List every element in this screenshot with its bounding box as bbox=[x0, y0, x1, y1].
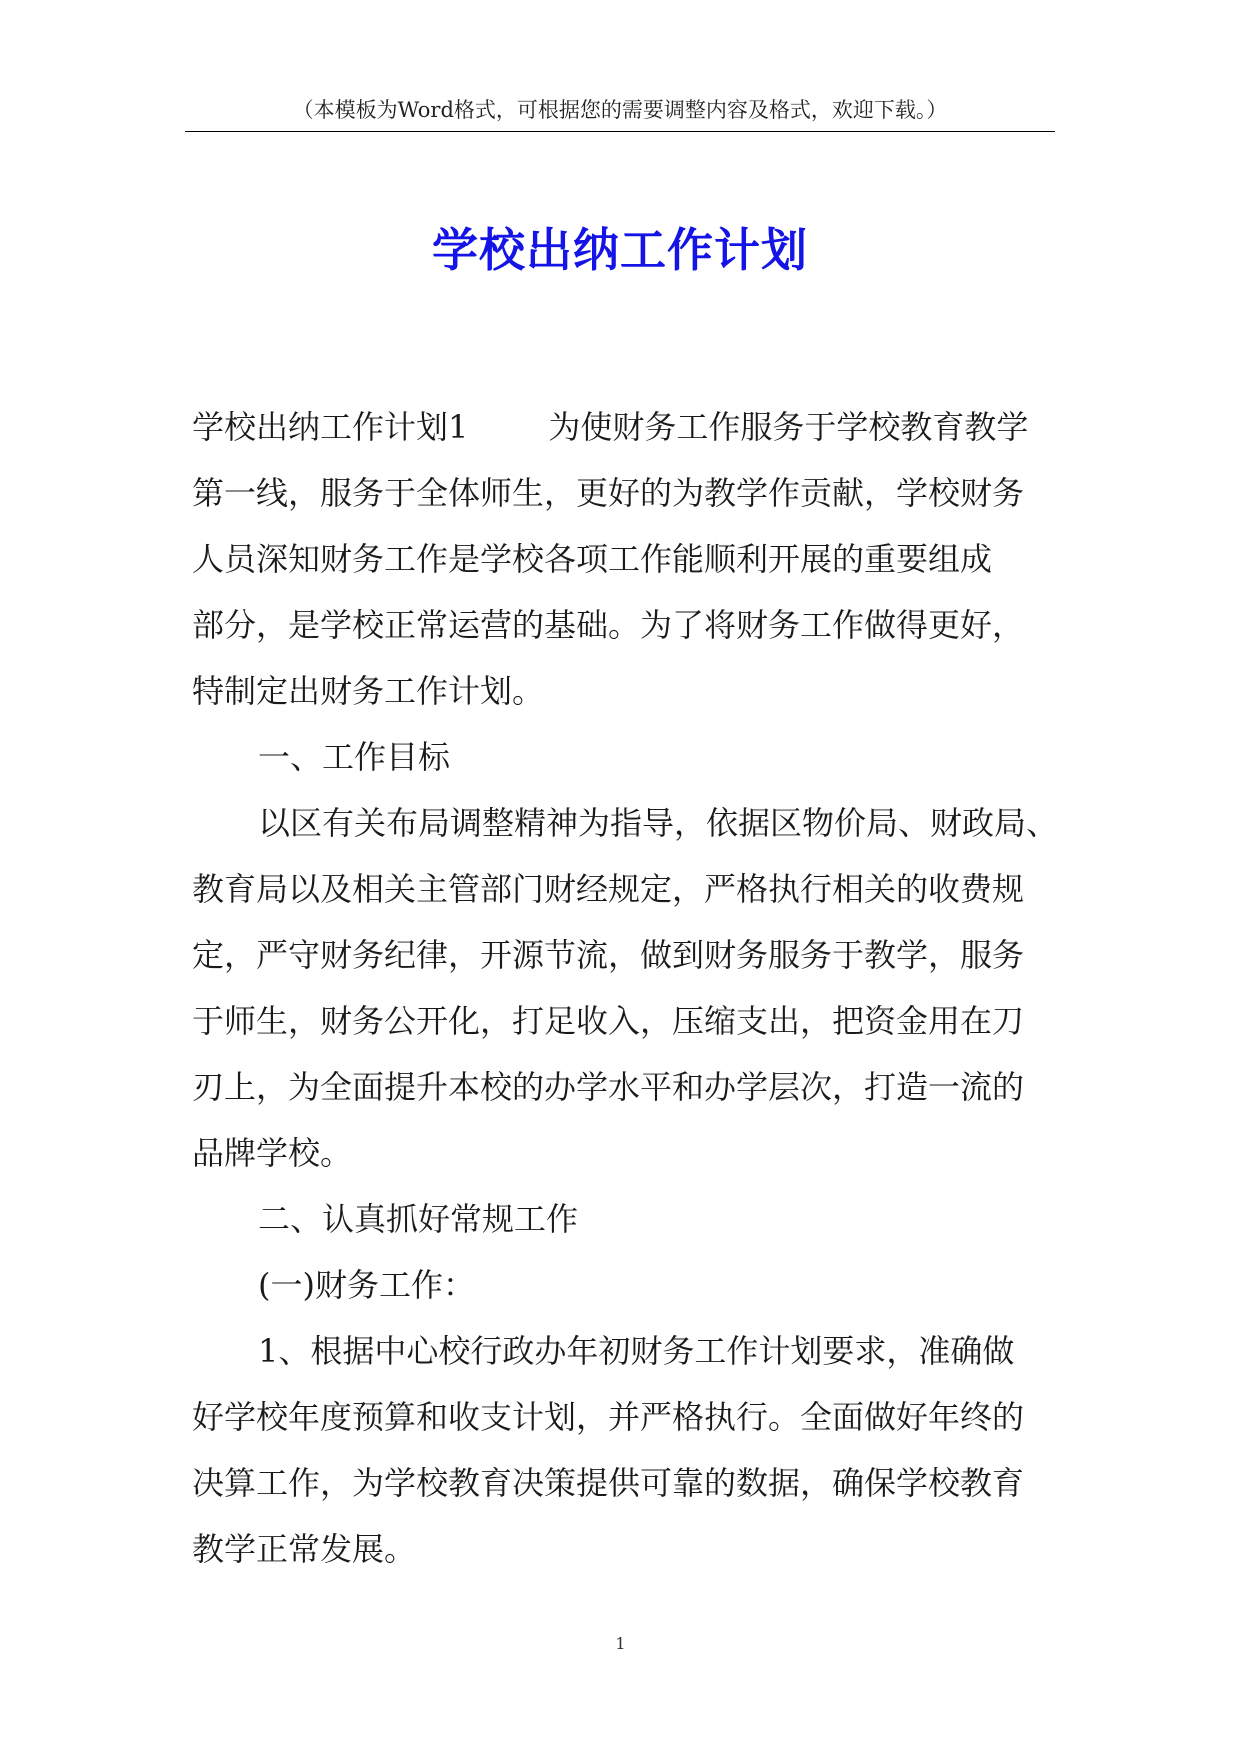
body-line-17: 决算工作，为学校教育决策提供可靠的数据，确保学校教育 bbox=[192, 1464, 1025, 1502]
header-note: （本模板为Word格式，可根据您的需要调整内容及格式，欢迎下载。） bbox=[292, 98, 948, 122]
subsection-heading-finance: (一)财务工作： bbox=[258, 1266, 475, 1304]
body-line-3: 人员深知财务工作是学校各项工作能顺利开展的重要组成 bbox=[192, 540, 993, 578]
document-title: 学校出纳工作计划 bbox=[432, 223, 808, 277]
section-heading-routine: 二、认真抓好常规工作 bbox=[258, 1200, 579, 1238]
paragraph-text: 为使财务工作服务于学校教育教学 bbox=[548, 408, 1029, 446]
body-line-16: 好学校年度预算和收支计划，并严格执行。全面做好年终的 bbox=[192, 1398, 1025, 1436]
section-heading-inline: 学校出纳工作计划1 bbox=[192, 408, 469, 446]
header-divider bbox=[185, 131, 1055, 132]
document-body bbox=[192, 394, 1072, 1582]
body-line-12: 品牌学校。 bbox=[192, 1134, 353, 1172]
body-line-4: 部分，是学校正常运营的基础。为了将财务工作做得更好， bbox=[192, 606, 1025, 644]
body-line-15: 1、根据中心校行政办年初财务工作计划要求，准确做 bbox=[258, 1332, 1015, 1370]
body-line-5: 特制定出财务工作计划。 bbox=[192, 672, 545, 710]
body-line-2: 第一线，服务于全体师生，更好的为教学作贡献，学校财务 bbox=[192, 474, 1025, 512]
page-number: 1 bbox=[615, 1634, 626, 1653]
body-line-9: 定，严守财务纪律，开源节流，做到财务服务于教学，服务 bbox=[192, 936, 1025, 974]
body-line-1 bbox=[192, 394, 1072, 460]
body-line-8: 教育局以及相关主管部门财经规定，严格执行相关的收费规 bbox=[192, 870, 1025, 908]
body-line-18: 教学正常发展。 bbox=[192, 1530, 417, 1568]
body-line-11: 刃上，为全面提升本校的办学水平和办学层次，打造一流的 bbox=[192, 1068, 1025, 1106]
section-heading-goals: 一、工作目标 bbox=[258, 738, 451, 776]
body-line-7: 以区有关布局调整精神为指导，依据区物价局、财政局、 bbox=[258, 804, 1059, 842]
body-line-10: 于师生，财务公开化，打足收入，压缩支出，把资金用在刀 bbox=[192, 1002, 1025, 1040]
